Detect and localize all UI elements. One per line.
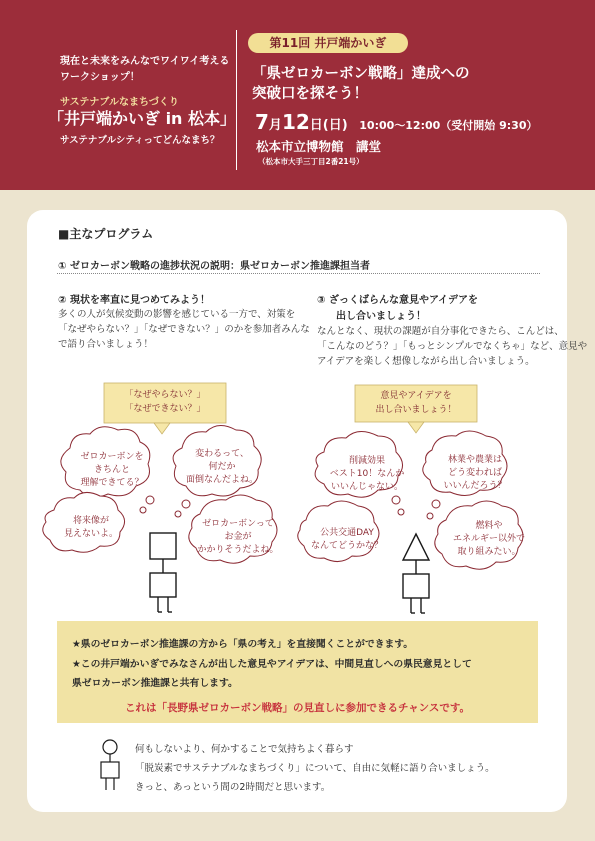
bubble-text-line: 公共交通DAY xyxy=(320,528,374,538)
program-item-2-line-3: で語り合いましょう！ xyxy=(58,339,154,350)
date-day-unit: 日 xyxy=(309,118,323,133)
program-heading: ■主なプログラム xyxy=(58,227,154,241)
program-item-2-title: ② 現状を率直に見つめてみよう！ xyxy=(58,295,210,306)
bubble-text-line: エネルギー以外で xyxy=(452,534,525,544)
event-venue: 松本市立博物館 講堂 xyxy=(256,139,382,154)
program-item-3-title-1: ③ ざっくばらんな意見やアイデアを xyxy=(317,295,479,306)
headline-1: 「県ゼロカーボン戦略」達成への xyxy=(252,66,470,82)
footer-line-2: 「脱炭素でサステナブルなまちづくり」について、自由に気軽に語り合いましょう。 xyxy=(135,763,495,774)
footer-line-1: 何もしないより、何かすることで気持ちよく暮らす xyxy=(135,744,354,755)
triangle-head-figure xyxy=(403,534,429,613)
event-address: （松本市大手三丁目2番21号） xyxy=(258,157,364,166)
notice-highlight: これは「長野県ゼロカーボン戦略」の見直しに参加できるチャンスです。 xyxy=(124,702,471,714)
bubble-text-line: 林業や農業は xyxy=(447,455,502,465)
date-month-unit: 月 xyxy=(268,118,282,133)
program-item-1: ① ゼロカーボン戦略の進捗状況の説明：県ゼロカーボン推進課担当者 xyxy=(58,261,370,272)
bubble-text-line: どう変われば xyxy=(447,468,502,478)
bubble-text-line: 削減効果 xyxy=(348,456,385,466)
bubble-text-line: いいんじゃない。 xyxy=(330,482,403,492)
date-month: 7 xyxy=(255,110,269,134)
bubble-text-line: かかりそうだよね。 xyxy=(197,545,279,555)
bubble-text-line: 見えないよ。 xyxy=(63,529,118,539)
bubble-text-line: 将来像が xyxy=(72,516,109,526)
footer-line-3: きっと、あっという間の2時間だと思います。 xyxy=(135,782,331,793)
tagline-2: ワークショップ！ xyxy=(60,72,140,83)
program-item-3-line-2: 「こんなのどう？」「もっとシンプルでなくちゃ」など、意見や xyxy=(317,341,588,352)
right-callout-line-2: 出し合いましょう！ xyxy=(375,405,457,415)
bubble-text-line: 面倒なんだよね。 xyxy=(185,475,258,485)
bubble-text-line: 取り組みたい。 xyxy=(457,547,521,557)
notice-line-2: ★この井戸端かいぎでみなさんが出した意見やアイデアは、中間見直しへの県民意見として xyxy=(72,659,472,670)
event-time: 10:00〜12:00（受付開始 9:30） xyxy=(359,119,538,132)
program-item-3-line-3: アイデアを楽しく想像しながら出し合いましょう。 xyxy=(317,356,535,367)
right-callout-line-1: 意見やアイデアを xyxy=(380,391,452,401)
bubble-text-line: 燃料や xyxy=(475,521,503,531)
tagline-1: 現在と未来をみんなでワイワイ考える xyxy=(60,56,230,67)
session-badge: 第11回 井戸端かいぎ xyxy=(248,33,408,53)
headline-2: 突破口を探そう！ xyxy=(252,86,368,102)
bubble-text-line: 何だか xyxy=(208,462,236,472)
bubble-text-line: きちんと xyxy=(93,465,130,475)
left-callout-line-2: 「なぜできない？」 xyxy=(124,404,206,414)
date-weekday: (日) xyxy=(322,118,348,133)
event-title: 「井戸端かいぎ in 松本」 xyxy=(48,109,237,128)
bubble-text-line: ベスト10！なんか xyxy=(329,469,405,479)
bubble-text-line: ゼロカーボンって xyxy=(202,519,274,529)
bubble-text-line: 理解できてる？ xyxy=(80,478,144,488)
bubble-text-line: いいんだろう？ xyxy=(443,481,507,491)
program-item-2-line-1: 多くの人が気候変動の影響を感じている一方で、対策を xyxy=(58,309,296,320)
left-callout-line-1: 「なぜやらない？」 xyxy=(124,390,206,400)
notice-line-3: 県ゼロカーボン推進課と共有します。 xyxy=(72,678,238,689)
event-subtitle: サステナブルなまちづくり xyxy=(60,97,179,108)
date-day: 12 xyxy=(281,110,310,134)
notice-line-1: ★県のゼロカーボン推進課の方から「県の考え」を直接聞くことができます。 xyxy=(72,639,414,650)
bubble-text-line: なんてどうかな？ xyxy=(310,541,383,551)
bubble-text-line: ゼロカーボンを xyxy=(80,452,144,462)
footer-figure xyxy=(101,740,119,790)
bubble-text-line: お金が xyxy=(224,532,252,542)
event-question: サステナブルシティってどんなまち？ xyxy=(60,135,220,146)
program-item-3-title-2: 出し合いましょう！ xyxy=(336,311,426,322)
bubble-text-line: 変わるって、 xyxy=(195,449,249,459)
program-item-3-line-1: なんとなく、現状の課題が自分事化できたら、こんどは、 xyxy=(317,326,564,337)
square-head-figure xyxy=(150,533,176,612)
program-item-2-line-2: 「なぜやらない？」「なぜできない？」のかを参加者みんな xyxy=(58,324,310,335)
